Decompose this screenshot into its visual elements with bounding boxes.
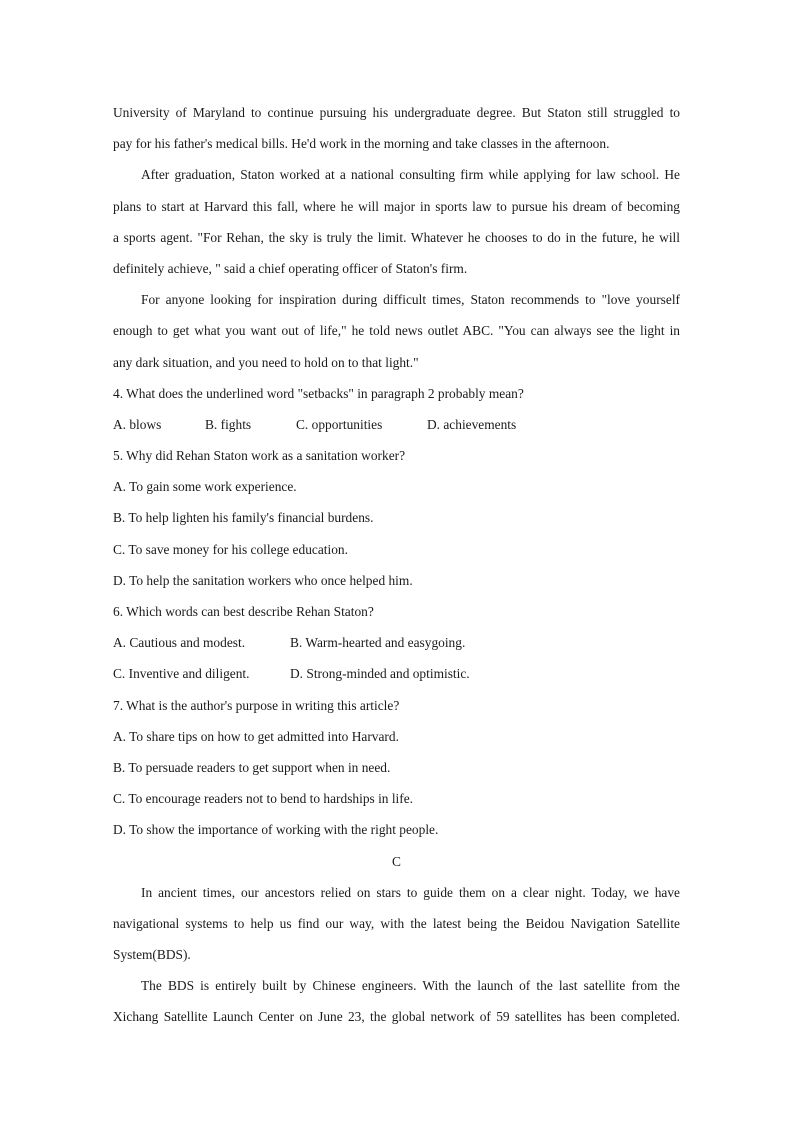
option-d: D. Strong-minded and optimistic. [290, 666, 470, 682]
option-d: D. To show the importance of working with the right people. [113, 822, 439, 838]
passage-b-continued [113, 100, 680, 381]
paragraph-line: any dark situation, and you need to hold on to that light." [113, 354, 419, 370]
paragraph-line: University of Maryland to continue pursuing his undergraduate degree. But Staton still struggled to [113, 105, 680, 120]
option-b: B. To persuade readers to get support when in need. [113, 759, 391, 775]
question-stem: 7. What is the author's purpose in writing this article? [113, 697, 400, 713]
option-b: B. Warm-hearted and easygoing. [290, 635, 466, 651]
option-d: D. achievements [427, 416, 517, 432]
option-c: C. Inventive and diligent. [113, 666, 250, 682]
paragraph-line: Xichang Satellite Launch Center on June 23, the global network of 59 satellites has been completed. [113, 1009, 680, 1025]
option-a: A. To share tips on how to get admitted into Harvard. [113, 728, 399, 744]
paragraph-line: plans to start at Harvard this fall, where he will major in sports law to pursue his dream of becoming [113, 198, 680, 214]
option-a: A. Cautious and modest. [113, 635, 246, 651]
question-options [113, 630, 680, 661]
paragraph-line: a sports agent. "For Rehan, the sky is truly the limit. Whatever he chooses to do in the future, he will [113, 229, 680, 245]
option-d: D. To help the sanitation workers who once helped him. [113, 572, 413, 588]
paragraph-line: For anyone looking for inspiration during difficult times, Staton recommends to "love yourself [141, 292, 680, 308]
paragraph-line: The BDS is entirely built by Chinese engineers. With the launch of the last satellite from the [141, 978, 680, 994]
question-options [113, 412, 680, 443]
question-6 [113, 599, 680, 693]
question-stem: 6. Which words can best describe Rehan Staton? [113, 604, 374, 619]
option-c: C. opportunities [296, 416, 383, 432]
paragraph-line: navigational systems to help us find our way, with the latest being the Beidou Navigation Satellite [113, 915, 680, 931]
option-c: C. To save money for his college education. [113, 541, 348, 557]
question-7 [113, 693, 680, 849]
paragraph-line: enough to get what you want out of life," he told news outlet ABC. "You can always see the light in [113, 323, 680, 339]
option-a: A. To gain some work experience. [113, 479, 297, 495]
question-5 [113, 443, 680, 599]
paragraph-line: In ancient times, our ancestors relied on stars to guide them on a clear night. Today, we have [141, 884, 680, 900]
option-b: B. fights [205, 416, 252, 432]
paragraph-line: System(BDS). [113, 947, 191, 963]
option-a: A. blows [113, 416, 162, 432]
question-4 [113, 381, 680, 443]
page-content [113, 100, 680, 1036]
question-options [113, 661, 680, 692]
option-c: C. To encourage readers not to bend to hardships in life. [113, 791, 414, 807]
section-heading: C [392, 853, 401, 869]
passage-c [113, 849, 680, 1036]
question-stem: 4. What does the underlined word "setbacks" in paragraph 2 probably mean? [113, 385, 524, 401]
paragraph-line: definitely achieve, " said a chief operating officer of Staton's firm. [113, 260, 468, 276]
question-stem: 5. Why did Rehan Staton work as a sanitation worker? [113, 448, 406, 464]
paragraph-line: After graduation, Staton worked at a national consulting firm while applying for law school. He [141, 167, 680, 183]
paragraph-line: pay for his father's medical bills. He'd work in the morning and take classes in the afternoon. [113, 136, 610, 152]
option-b: B. To help lighten his family's financial burdens. [113, 510, 374, 526]
